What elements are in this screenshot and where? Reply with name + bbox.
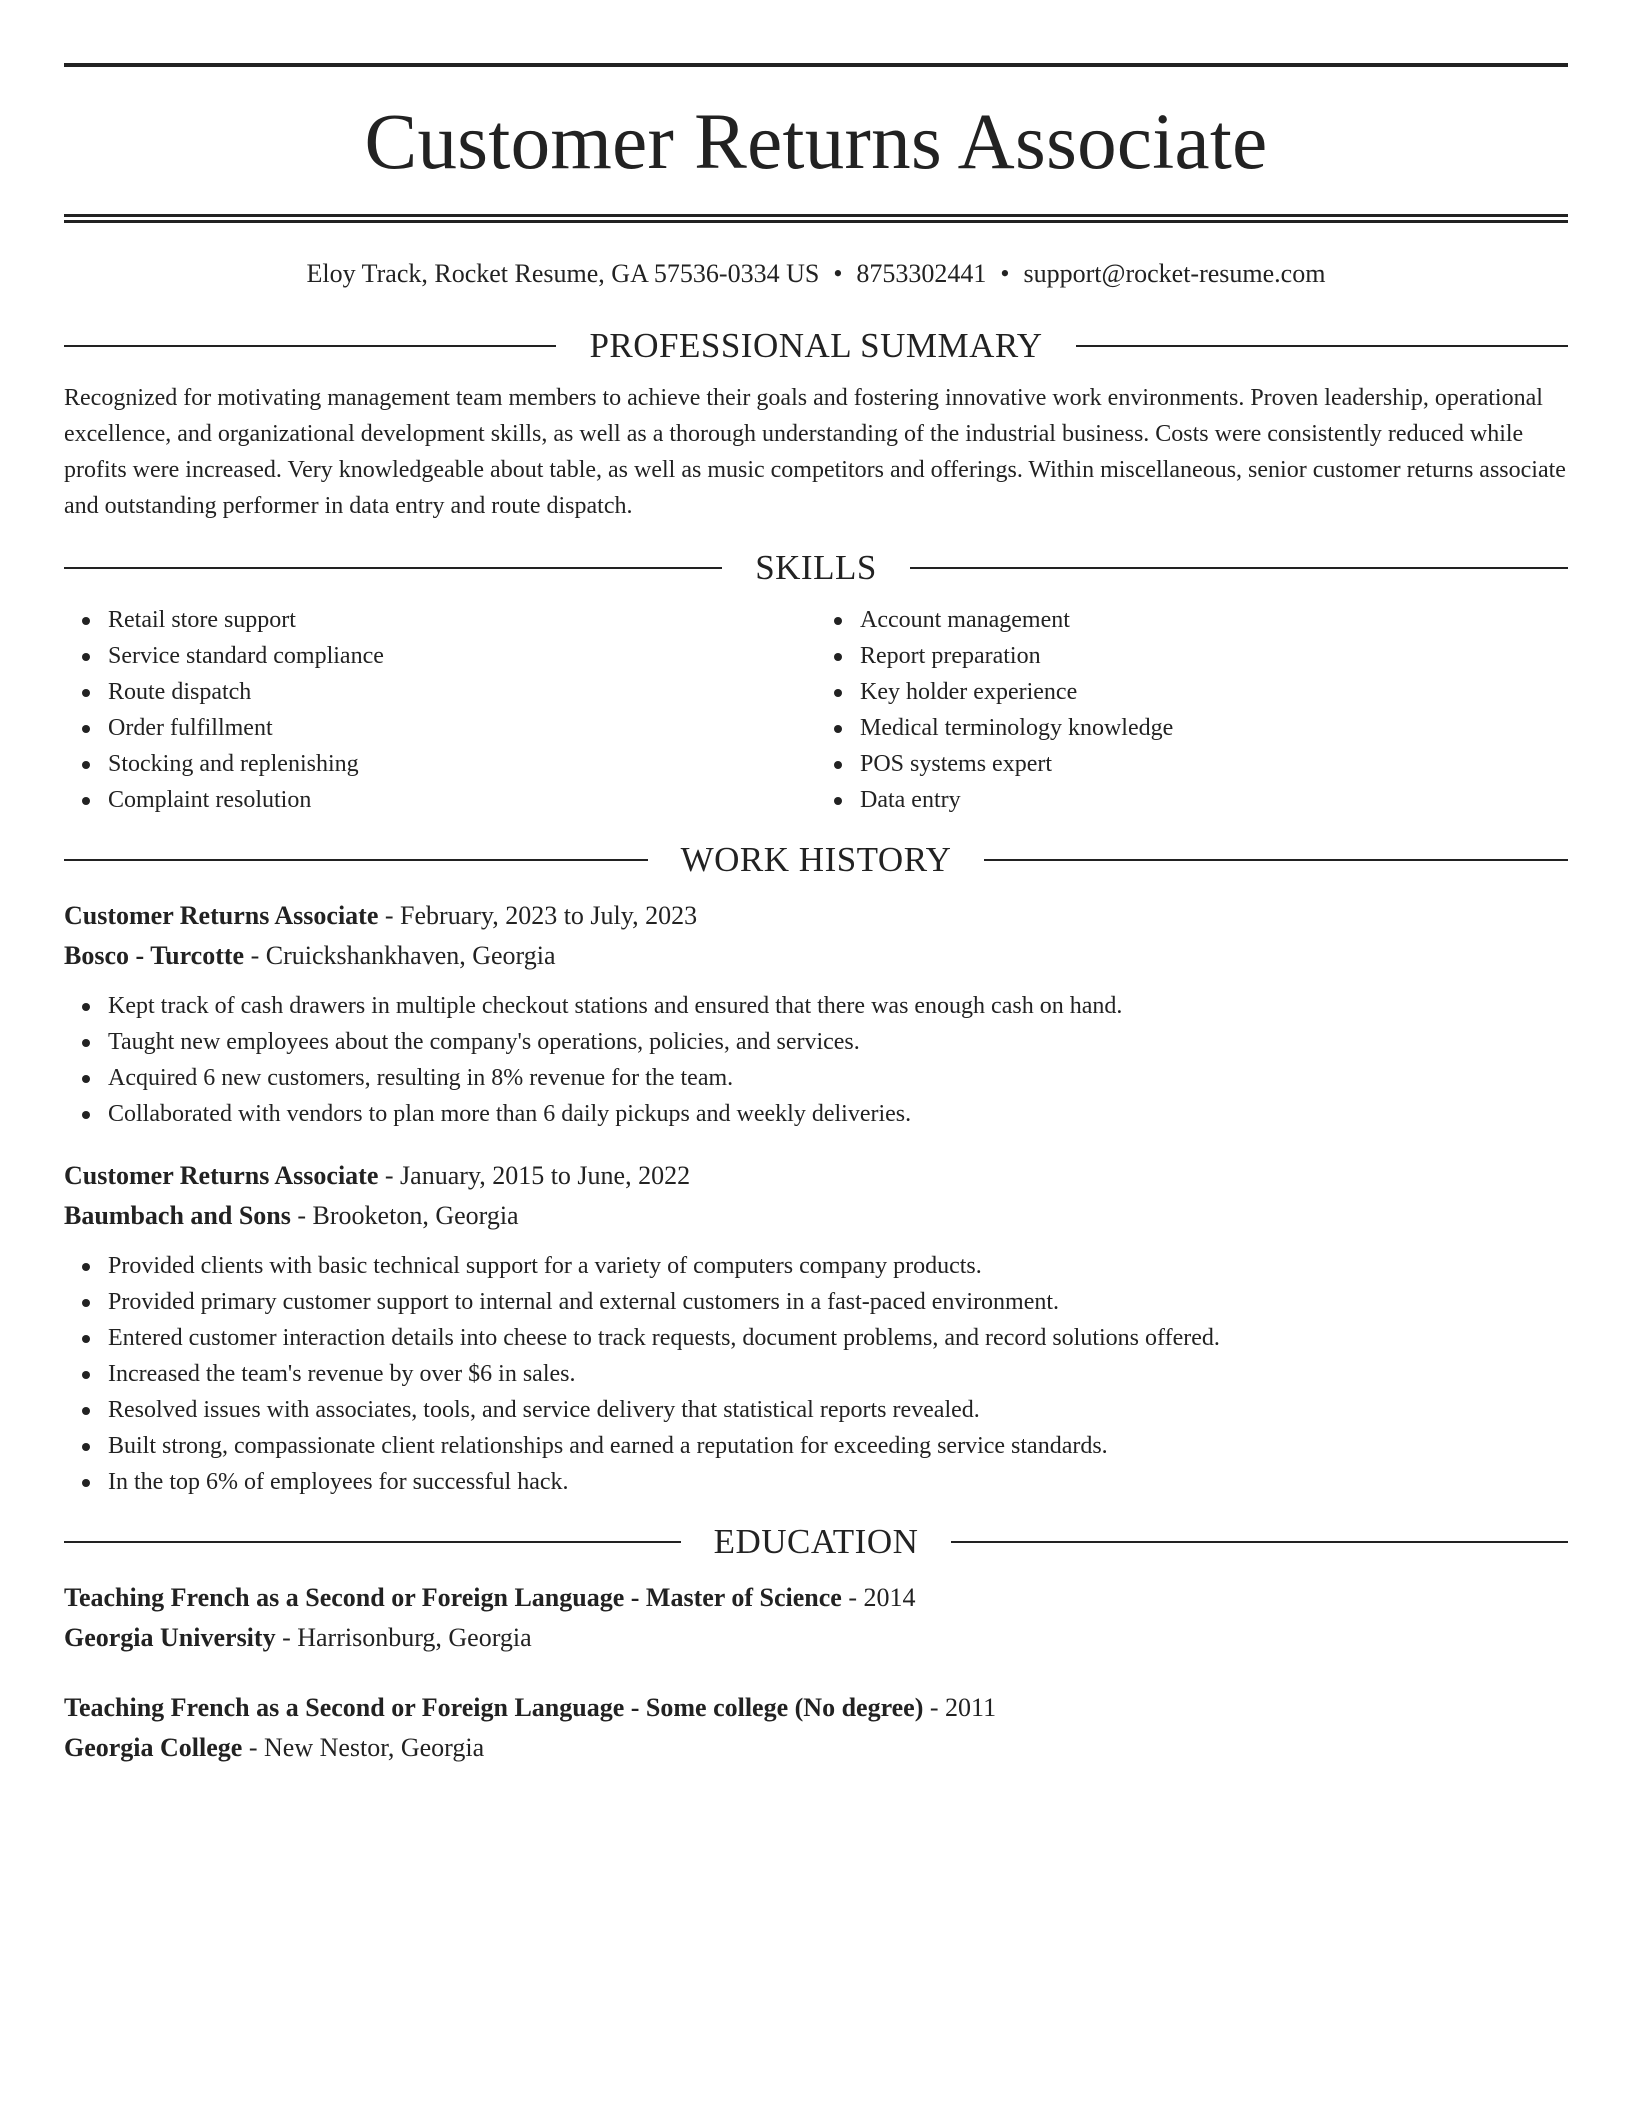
job-bullet: Provided primary customer support to internal and external customers in a fast-paced environment.	[108, 1284, 1568, 1320]
job-bullet: Provided clients with basic technical support for a variety of computers company products.	[108, 1248, 1568, 1284]
skill-item: Complaint resolution	[108, 782, 816, 818]
job-title: Customer Returns Associate	[64, 1161, 379, 1190]
skill-item: Medical terminology knowledge	[860, 710, 1568, 746]
contact-phone[interactable]: 8753302441	[856, 259, 987, 288]
divider-line	[64, 567, 722, 569]
divider-line	[1076, 345, 1568, 347]
job-bullet: Built strong, compassionate client relationships and earned a reputation for exceeding service standards.	[108, 1428, 1568, 1464]
skill-item: Service standard compliance	[108, 638, 816, 674]
contact-line	[64, 259, 1568, 289]
header-top-rule	[64, 63, 1568, 67]
job-bullet: Resolved issues with associates, tools, and service delivery that statistical reports revealed.	[108, 1392, 1568, 1428]
skill-item: Retail store support	[108, 602, 816, 638]
divider-line	[951, 1541, 1568, 1543]
skill-item: POS systems expert	[860, 746, 1568, 782]
job-bullet: Acquired 6 new customers, resulting in 8% revenue for the team.	[108, 1060, 1568, 1096]
section-title-work: WORK HISTORY	[680, 840, 952, 879]
job-location: - Cruickshankhaven, Georgia	[244, 941, 556, 970]
job-bullet: Kept track of cash drawers in multiple checkout stations and ensured that there was enough cash on hand.	[108, 988, 1568, 1024]
skills-list	[64, 602, 1568, 818]
job-bullets	[64, 988, 1568, 1132]
job-company: Baumbach and Sons	[64, 1201, 291, 1230]
job-title: Customer Returns Associate	[64, 901, 379, 930]
job-bullet: Increased the team's revenue by over $6 in sales.	[108, 1356, 1568, 1392]
resume-page	[64, 0, 1568, 1768]
education-degree: Teaching French as a Second or Foreign Language - Master of Science	[64, 1583, 842, 1612]
skill-item: Order fulfillment	[108, 710, 816, 746]
job-dates: - February, 2023 to July, 2023	[378, 901, 698, 930]
section-title-summary: PROFESSIONAL SUMMARY	[589, 326, 1043, 365]
job-bullet: Taught new employees about the company's operations, policies, and services.	[108, 1024, 1568, 1060]
resume-title: Customer Returns Associate	[364, 99, 1268, 186]
job-bullet: Entered customer interaction details into cheese to track requests, document problems, and record solutions offered.	[108, 1320, 1568, 1356]
education-school-line	[64, 1728, 1568, 1768]
summary-text: Recognized for motivating management team members to achieve their goals and fostering innovative work environments. Proven leadership, operational excellence, and organizational development skills, as well as a thorough understanding of the industrial business. Costs were consistently reduced while profits were increased. Very knowledgeable about table, as well as music competitors and offerings. Within miscellaneous, senior customer returns associate and outstanding performer in data entry and route dispatch.	[64, 385, 1566, 519]
education-location: - Harrisonburg, Georgia	[275, 1623, 532, 1652]
education-entry	[64, 1578, 1568, 1658]
divider-line	[910, 567, 1568, 569]
skill-item: Stocking and replenishing	[108, 746, 816, 782]
education-degree: Teaching French as a Second or Foreign Language - Some college (No degree)	[64, 1693, 924, 1722]
job-dates: - January, 2015 to June, 2022	[378, 1161, 691, 1190]
job-bullet: Collaborated with vendors to plan more than 6 daily pickups and weekly deliveries.	[108, 1096, 1568, 1132]
education-location: - New Nestor, Georgia	[242, 1733, 485, 1762]
contact-separator: •	[1000, 259, 1010, 288]
job-entry	[64, 896, 1568, 1132]
section-title-education: EDUCATION	[713, 1522, 919, 1561]
skills-column-left	[64, 602, 816, 818]
skill-item: Route dispatch	[108, 674, 816, 710]
job-bullets	[64, 1248, 1568, 1500]
skill-item: Key holder experience	[860, 674, 1568, 710]
education-degree-line	[64, 1578, 1568, 1618]
education-school: Georgia University	[64, 1623, 276, 1652]
job-title-line	[64, 1156, 1568, 1196]
education-entry	[64, 1688, 1568, 1768]
education-school-line	[64, 1618, 1568, 1658]
section-header-work	[64, 840, 1568, 880]
divider-line	[64, 345, 556, 347]
section-title-skills: SKILLS	[755, 548, 877, 587]
skill-item: Data entry	[860, 782, 1568, 818]
education-school: Georgia College	[64, 1733, 243, 1762]
job-title-line	[64, 896, 1568, 936]
section-header-skills	[64, 548, 1568, 588]
contact-email[interactable]: support@rocket-resume.com	[1023, 259, 1326, 288]
job-bullet: In the top 6% of employees for successful hack.	[108, 1464, 1568, 1500]
skill-item: Report preparation	[860, 638, 1568, 674]
section-header-summary	[64, 326, 1568, 366]
job-company-line	[64, 936, 1568, 976]
job-location: - Brooketon, Georgia	[290, 1201, 519, 1230]
job-entry	[64, 1156, 1568, 1500]
divider-line	[984, 859, 1568, 861]
contact-address: Eloy Track, Rocket Resume, GA 57536-0334 US	[306, 259, 820, 288]
job-company-line	[64, 1196, 1568, 1236]
skill-item: Account management	[860, 602, 1568, 638]
divider-line	[64, 859, 648, 861]
education-year: - 2011	[923, 1693, 997, 1722]
skills-column-right	[816, 602, 1568, 818]
contact-separator: •	[833, 259, 843, 288]
divider-line	[64, 1541, 681, 1543]
education-degree-line	[64, 1688, 1568, 1728]
job-company: Bosco - Turcotte	[64, 941, 245, 970]
education-year: - 2014	[841, 1583, 916, 1612]
header-double-rule	[64, 214, 1568, 223]
section-header-education	[64, 1522, 1568, 1562]
